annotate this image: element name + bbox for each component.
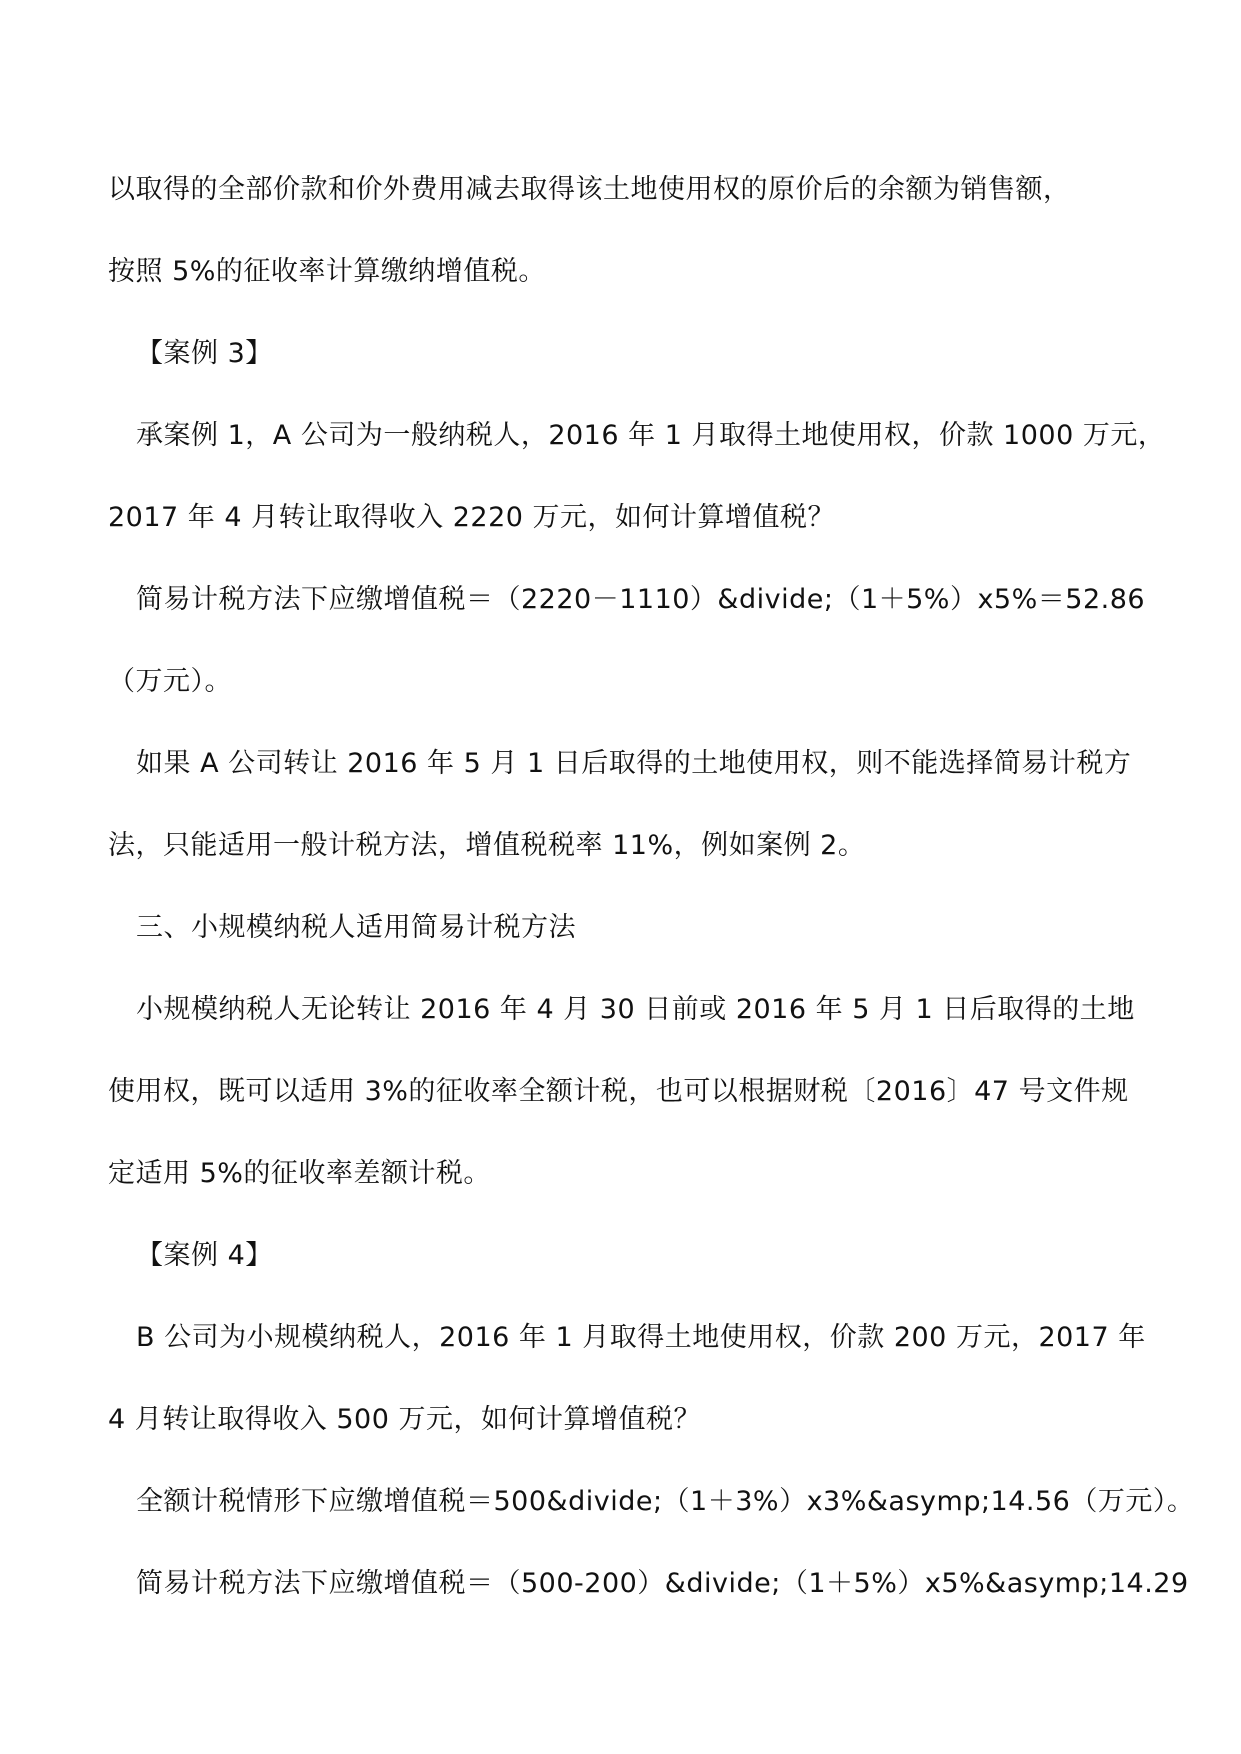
paragraph-line-13: 定适用 5%的征收率差额计税。 [108, 1158, 491, 1189]
paragraph-line-4: 承案例 1，A 公司为一般纳税人，2016 年 1 月取得土地使用权，价款 1000 万元， [136, 420, 1166, 451]
paragraph-line-2: 按照 5%的征收率计算缴纳增值税。 [108, 256, 546, 287]
formula-line-3: 简易计税方法下应缴增值税＝（500-200）&divide;（1＋5%）x5%&asymp;14.29 [136, 1568, 1189, 1599]
case-4-heading: 【案例 4】 [136, 1240, 273, 1271]
paragraph-line-11: 小规模纳税人无论转让 2016 年 4 月 30 日前或 2016 年 5 月 1 日后取得的土地 [136, 994, 1135, 1025]
section-3-heading: 三、小规模纳税人适用简易计税方法 [136, 912, 576, 943]
formula-line-2: 全额计税情形下应缴增值税＝500&divide;（1＋3%）x3%&asymp;14.56（万元）。 [136, 1486, 1195, 1517]
formula-line-1: 简易计税方法下应缴增值税＝（2220－1110）&divide;（1＋5%）x5%＝52.86 [136, 584, 1146, 615]
paragraph-line-5: 2017 年 4 月转让取得收入 2220 万元，如何计算增值税？ [108, 502, 836, 533]
paragraph-line-1: 以取得的全部价款和价外费用减去取得该土地使用权的原价后的余额为销售额， [108, 174, 1071, 205]
paragraph-line-8: 如果 A 公司转让 2016 年 5 月 1 日后取得的土地使用权，则不能选择简易计税方 [136, 748, 1132, 779]
case-3-heading: 【案例 3】 [136, 338, 273, 369]
formula-unit-line: （万元）。 [108, 666, 232, 697]
paragraph-line-15: B 公司为小规模纳税人，2016 年 1 月取得土地使用权，价款 200 万元，2017 年 [136, 1322, 1146, 1353]
paragraph-line-9: 法，只能适用一般计税方法，增值税税率 11%，例如案例 2。 [108, 830, 866, 861]
paragraph-line-16: 4 月转让取得收入 500 万元，如何计算增值税？ [108, 1404, 701, 1435]
paragraph-line-12: 使用权，既可以适用 3%的征收率全额计税，也可以根据财税〔2016〕47 号文件规 [108, 1076, 1129, 1107]
